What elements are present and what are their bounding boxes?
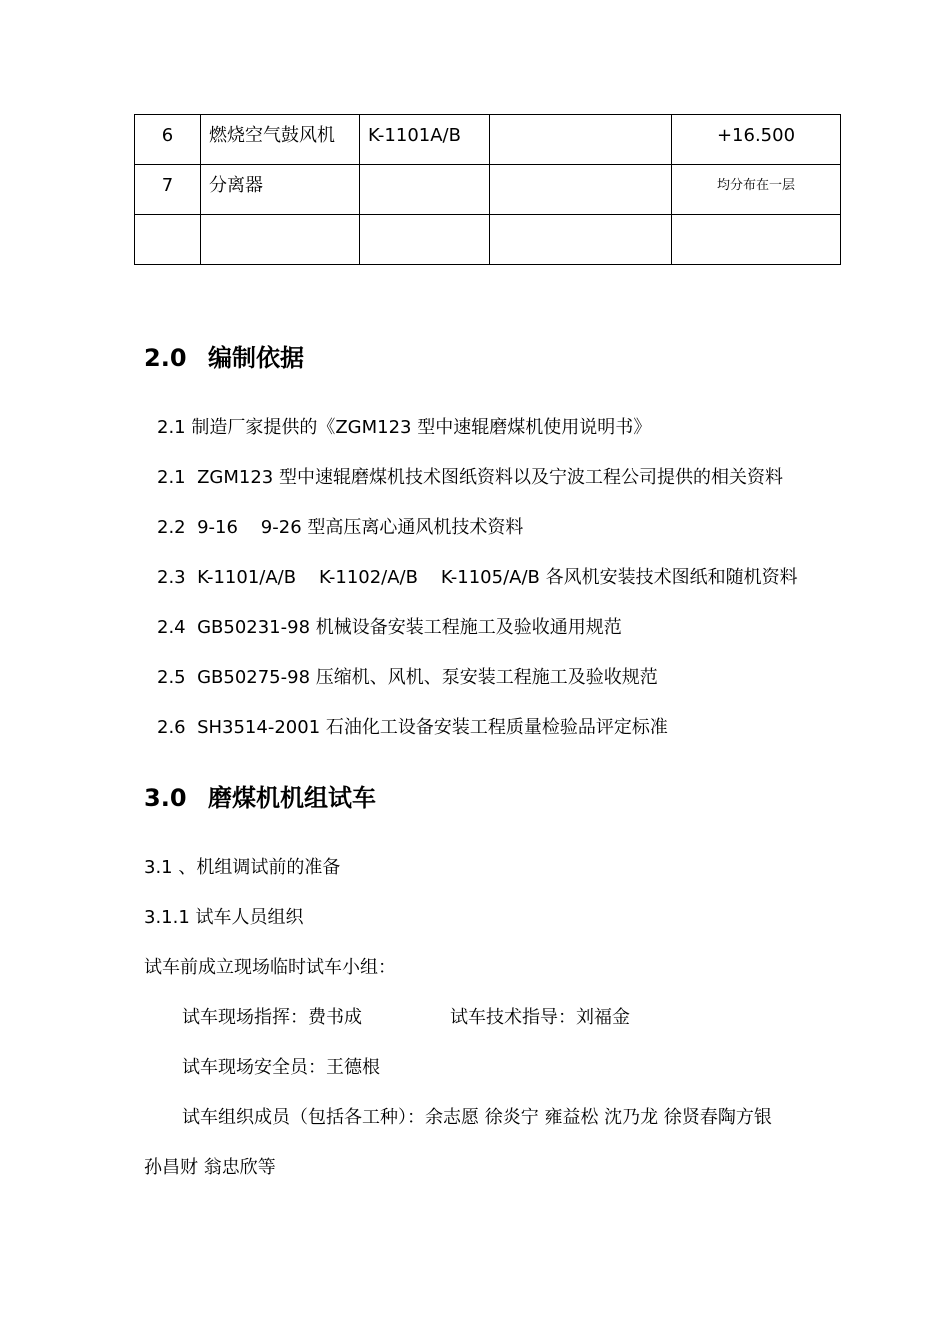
reference-item: 2.1 制造厂家提供的《ZGM123 型中速辊磨煤机使用说明书》 bbox=[157, 417, 652, 438]
cell-model bbox=[360, 215, 490, 265]
reference-item: 2.1 ZGM123 型中速辊磨煤机技术图纸资料以及宁波工程公司提供的相关资料 bbox=[157, 467, 783, 488]
reference-item: 2.6 SH3514-2001 石油化工设备安装工程质量检验品评定标准 bbox=[157, 717, 668, 738]
cell-no: 7 bbox=[135, 165, 201, 215]
reference-item: 2.2 9-16 9-26 型高压离心通风机技术资料 bbox=[157, 517, 524, 538]
section-2-number: 2.0 bbox=[144, 344, 187, 372]
section-3-title: 磨煤机机组试车 bbox=[208, 784, 376, 812]
section-2-title: 编制依据 bbox=[208, 344, 304, 372]
section-3-heading bbox=[144, 778, 376, 813]
safety-officer-line: 试车现场安全员：王德根 bbox=[182, 1057, 380, 1078]
equipment-table bbox=[134, 114, 841, 265]
subsection-3-1-1: 3.1.1 试车人员组织 bbox=[144, 907, 304, 928]
cell-empty bbox=[490, 165, 672, 215]
cell-name bbox=[201, 215, 360, 265]
cell-elevation: 均分布在一层 bbox=[672, 165, 841, 215]
section-3-number: 3.0 bbox=[144, 784, 187, 812]
section-2-heading bbox=[144, 338, 304, 373]
tech-lead-line: 试车技术指导：刘福金 bbox=[450, 1007, 630, 1028]
reference-item: 2.3 K-1101/A/B K-1102/A/B K-1105/A/B 各风机安装技术图纸和随机资料 bbox=[157, 567, 798, 588]
cell-model bbox=[360, 165, 490, 215]
cell-elevation bbox=[672, 215, 841, 265]
cell-empty bbox=[490, 115, 672, 165]
cell-elevation: +16.500 bbox=[672, 115, 841, 165]
table-row bbox=[135, 165, 841, 215]
cell-no bbox=[135, 215, 201, 265]
cell-name: 燃烧空气鼓风机 bbox=[201, 115, 360, 165]
subsection-3-1: 3.1 、机组调试前的准备 bbox=[144, 857, 341, 878]
cell-empty bbox=[490, 215, 672, 265]
team-intro: 试车前成立现场临时试车小组： bbox=[144, 957, 396, 978]
reference-item: 2.4 GB50231-98 机械设备安装工程施工及验收通用规范 bbox=[157, 617, 622, 638]
cell-name: 分离器 bbox=[201, 165, 360, 215]
table-row bbox=[135, 115, 841, 165]
cell-model: K-1101A/B bbox=[360, 115, 490, 165]
team-members-line: 试车组织成员（包括各工种）：余志愿 徐炎宁 雍益松 沈乃龙 徐贤春陶方银 bbox=[182, 1107, 772, 1128]
reference-item: 2.5 GB50275-98 压缩机、风机、泵安装工程施工及验收规范 bbox=[157, 667, 658, 688]
cell-no: 6 bbox=[135, 115, 201, 165]
equipment-table-body bbox=[135, 115, 841, 265]
team-members-continued: 孙昌财 翁忠欣等 bbox=[144, 1157, 276, 1178]
commander-line: 试车现场指挥：费书成 bbox=[182, 1007, 362, 1028]
table-row bbox=[135, 215, 841, 265]
